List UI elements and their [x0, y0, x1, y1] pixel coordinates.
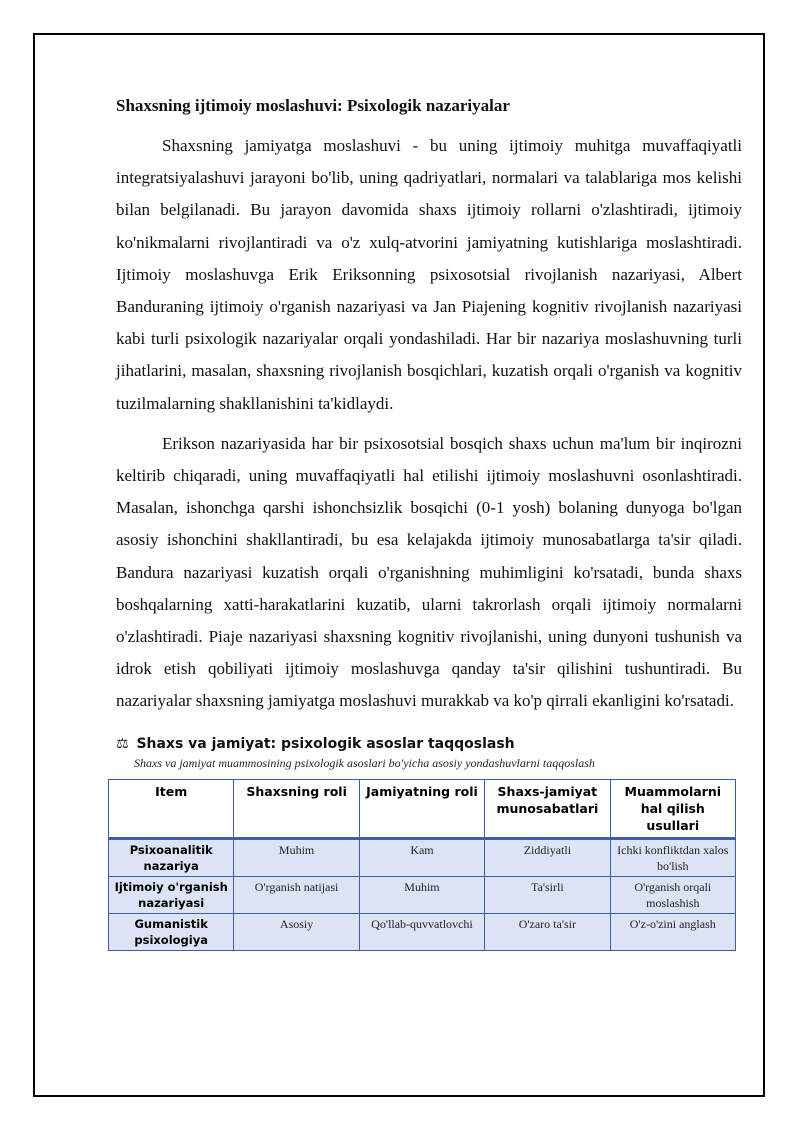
table-cell: Ichki konfliktdan xalos bo'lish — [610, 838, 735, 876]
column-header: Shaxsning roli — [234, 779, 359, 838]
table-header-row — [109, 779, 736, 838]
table-heading-text: Shaxs va jamiyat: psixologik asoslar taqqoslash — [136, 735, 515, 752]
table-cell: Ta'sirli — [485, 876, 610, 913]
table-cell: Qo'llab-quvvatlovchi — [359, 913, 484, 950]
table-row — [109, 876, 736, 913]
column-header: Item — [109, 779, 234, 838]
column-header: Muammolarni hal qilish usullari — [610, 779, 735, 838]
table-cell: O'rganish orqali moslashish — [610, 876, 735, 913]
table-row — [109, 838, 736, 876]
table-cell: Muhim — [234, 838, 359, 876]
paragraph-2: Erikson nazariyasida har bir psixosotsial bosqich shaxs uchun ma'lum bir inqirozni keltirib chiqaradi, uning muvaffaqiyatli hal etilishi ijtimoiy moslashuvni osonlashtiradi. Masalan, ishonchga qarshi ishonchsizlik bosqichi (0-1 yosh) bolaning dunyoga bo'lgan asosiy ishonchini shakllantiradi, bu esa kelajakda ijtimoiy munosabatlarga ta'sir qiladi. Bandura nazariyasi kuzatish orqali o'rganishning muhimligini ko'rsatadi, bunda shaxs boshqalarning xatti-harakatlarini kuzatib, ularni takrorlash orqali ijtimoiy normalarni o'zlashtiradi. Piaje nazariyasi shaxsning kognitiv rivojlanishi, uning dunyoni tushunish va idrok etish qobiliyati ijtimoiy moslashuvga qanday ta'sir qilishini tushuntiradi. Bu nazariyalar shaxsning jamiyatga moslashuvi murakkab va ko'p qirrali ekanligini ko'rsatadi. — [116, 433, 742, 711]
table-cell: O'rganish natijasi — [234, 876, 359, 913]
column-header: Jamiyatning roli — [359, 779, 484, 838]
table-cell: O'zaro ta'sir — [485, 913, 610, 950]
table-cell: Muhim — [359, 876, 484, 913]
paragraph-1: Shaxsning jamiyatga moslashuvi - bu uning ijtimoiy muhitga muvaffaqiyatli integratsiyalashuvi jarayoni bo'lib, uning qadriyatlari, normalari va talablariga mos kelishi bilan belgilanadi. Bu jarayon davomida shaxs ijtimoiy rollarni o'zlashtiradi, ijtimoiy ko'nikmalarni rivojlantiradi va o'z xulq-atvorini jamiyatning kutishlariga moslashtiradi. Ijtimoiy moslashuvga Erik Eriksonning psixosotsial rivojlanish nazariyasi, Albert Banduraning ijtimoiy o'rganish nazariyasi va Jan Piajening kognitiv rivojlanish nazariyasi kabi turli psixologik nazariyalar orqali yondashiladi. Har bir nazariya moslashuvning turli jihatlarini, masalan, shaxsning rivojlanish bosqichlari, kuzatish orqali o'rganish va kognitiv tuzilmalarning shakllanishini ta'kidlaydi. — [116, 136, 742, 413]
document-title: Shaxsning ijtimoiy moslashuvi: Psixologik nazariyalar — [116, 96, 510, 115]
table-cell: Ziddiyatli — [485, 838, 610, 876]
scales-icon: ⚖ — [116, 735, 129, 752]
table-cell: Kam — [359, 838, 484, 876]
table-caption: Shaxs va jamiyat muammosining psixologik asoslari bo'yicha asosiy yondashuvlarni taqqoslash — [134, 755, 595, 770]
table-cell: Asosiy — [234, 913, 359, 950]
table-cell: O'z-o'zini anglash — [610, 913, 735, 950]
comparison-table — [108, 779, 736, 951]
table-heading — [116, 736, 742, 752]
row-header: Ijtimoiy o'rganish nazariyasi — [109, 876, 234, 913]
column-header: Shaxs-jamiyat munosabatlari — [485, 779, 610, 838]
document-body — [116, 96, 742, 951]
row-header: Gumanistik psixologiya — [109, 913, 234, 950]
row-header: Psixoanalitik nazariya — [109, 838, 234, 876]
table-row — [109, 913, 736, 950]
